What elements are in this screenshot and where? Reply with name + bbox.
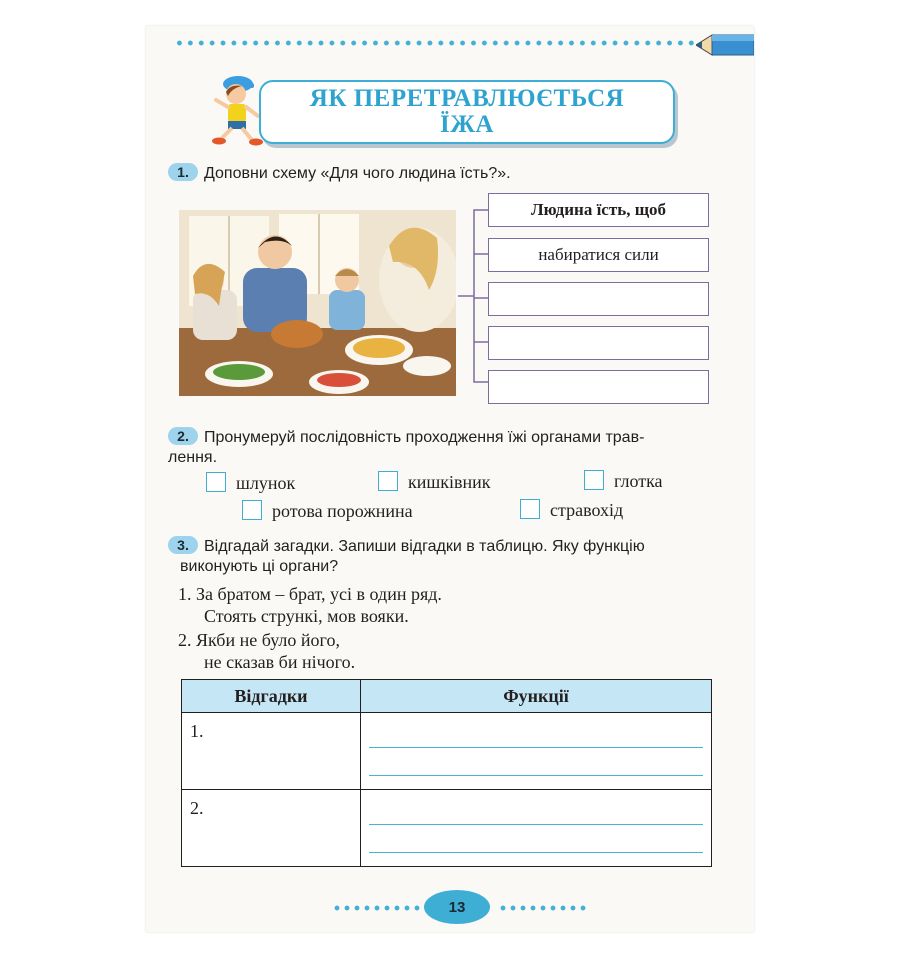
task1-prompt	[168, 163, 511, 184]
table-row	[182, 790, 712, 867]
answers-table	[181, 679, 712, 867]
organ-number-box-2[interactable]	[378, 471, 398, 491]
scheme-answer-box-2[interactable]	[488, 282, 709, 316]
scheme-answer-box-3[interactable]	[488, 326, 709, 360]
riddle-2-line1: Якби не було його,	[196, 630, 340, 650]
organ-option-5	[520, 499, 623, 520]
riddle-2	[178, 629, 355, 673]
task2-text-line2: лення.	[168, 449, 218, 466]
writing-line	[369, 747, 703, 748]
riddle-1	[178, 583, 442, 627]
riddle-1-number: 1.	[178, 584, 192, 604]
task2-prompt	[168, 427, 728, 468]
organ-option-1	[206, 472, 295, 493]
task2-text-line1: Пронумеруй послідовність проходження їжі органами трав-	[204, 429, 645, 446]
page-number-badge: 13	[424, 890, 490, 924]
task1-text: Доповни схему «Для чого людина їсть?».	[204, 165, 511, 182]
lesson-title-box	[259, 80, 675, 144]
top-dotted-decoration	[174, 40, 694, 46]
task2-number-badge: 2.	[168, 427, 198, 445]
column-header-answers: Відгадки	[182, 680, 361, 713]
organ-number-box-1[interactable]	[206, 472, 226, 492]
organ-option-4	[242, 500, 413, 521]
lesson-title-line1: ЯК ПЕРЕТРАВЛЮЄТЬСЯ	[309, 85, 625, 112]
scheme-connector-lines	[456, 202, 490, 408]
organ-label-2: кишківник	[408, 472, 491, 492]
organ-number-box-4[interactable]	[242, 500, 262, 520]
scheme-answer-box-1[interactable]: набиратися сили	[488, 238, 709, 272]
function-cell-1[interactable]	[361, 713, 712, 790]
organ-label-4: ротова порожнина	[272, 501, 413, 521]
task1-number-badge: 1.	[168, 163, 198, 181]
footer-dots-left	[332, 905, 422, 911]
task3-text-line2: виконують ці органи?	[180, 558, 339, 575]
page-footer	[146, 888, 754, 928]
task3-number-badge: 3.	[168, 536, 198, 554]
organ-label-5: стравохід	[550, 500, 624, 520]
riddle-2-number: 2.	[178, 630, 192, 650]
table-row	[182, 713, 712, 790]
organ-option-2	[378, 471, 491, 492]
column-header-functions: Функції	[361, 680, 712, 713]
task3-prompt	[168, 536, 728, 577]
family-dinner-photo	[179, 210, 456, 396]
organ-number-box-3[interactable]	[584, 470, 604, 490]
row-number-2: 2.	[190, 798, 204, 818]
riddle-2-line2: не сказав би нічого.	[204, 652, 356, 672]
row-number-1: 1.	[190, 721, 204, 741]
writing-line	[369, 775, 703, 776]
organ-number-box-5[interactable]	[520, 499, 540, 519]
writing-line	[369, 852, 703, 853]
task3-text-line1: Відгадай загадки. Запиши відгадки в таблицю. Яку функцію	[204, 538, 645, 555]
answer-cell-1[interactable]	[182, 713, 361, 790]
scheme-answer-box-4[interactable]	[488, 370, 709, 404]
footer-dots-right	[498, 905, 588, 911]
table-header-row	[182, 680, 712, 713]
lesson-title-line2: ЇЖА	[439, 111, 494, 138]
organ-option-3	[584, 470, 663, 491]
writing-line	[369, 824, 703, 825]
riddle-1-line2: Стоять стрункі, мов вояки.	[204, 606, 409, 626]
scheme-head-box: Людина їсть, щоб	[488, 193, 709, 227]
answer-cell-2[interactable]	[182, 790, 361, 867]
organ-label-3: глотка	[614, 471, 663, 491]
function-cell-2[interactable]	[361, 790, 712, 867]
riddle-1-line1: За братом – брат, усі в один ряд.	[196, 584, 442, 604]
workbook-page	[146, 26, 754, 932]
organ-label-1: шлунок	[236, 473, 296, 493]
pencil-icon	[696, 30, 754, 60]
